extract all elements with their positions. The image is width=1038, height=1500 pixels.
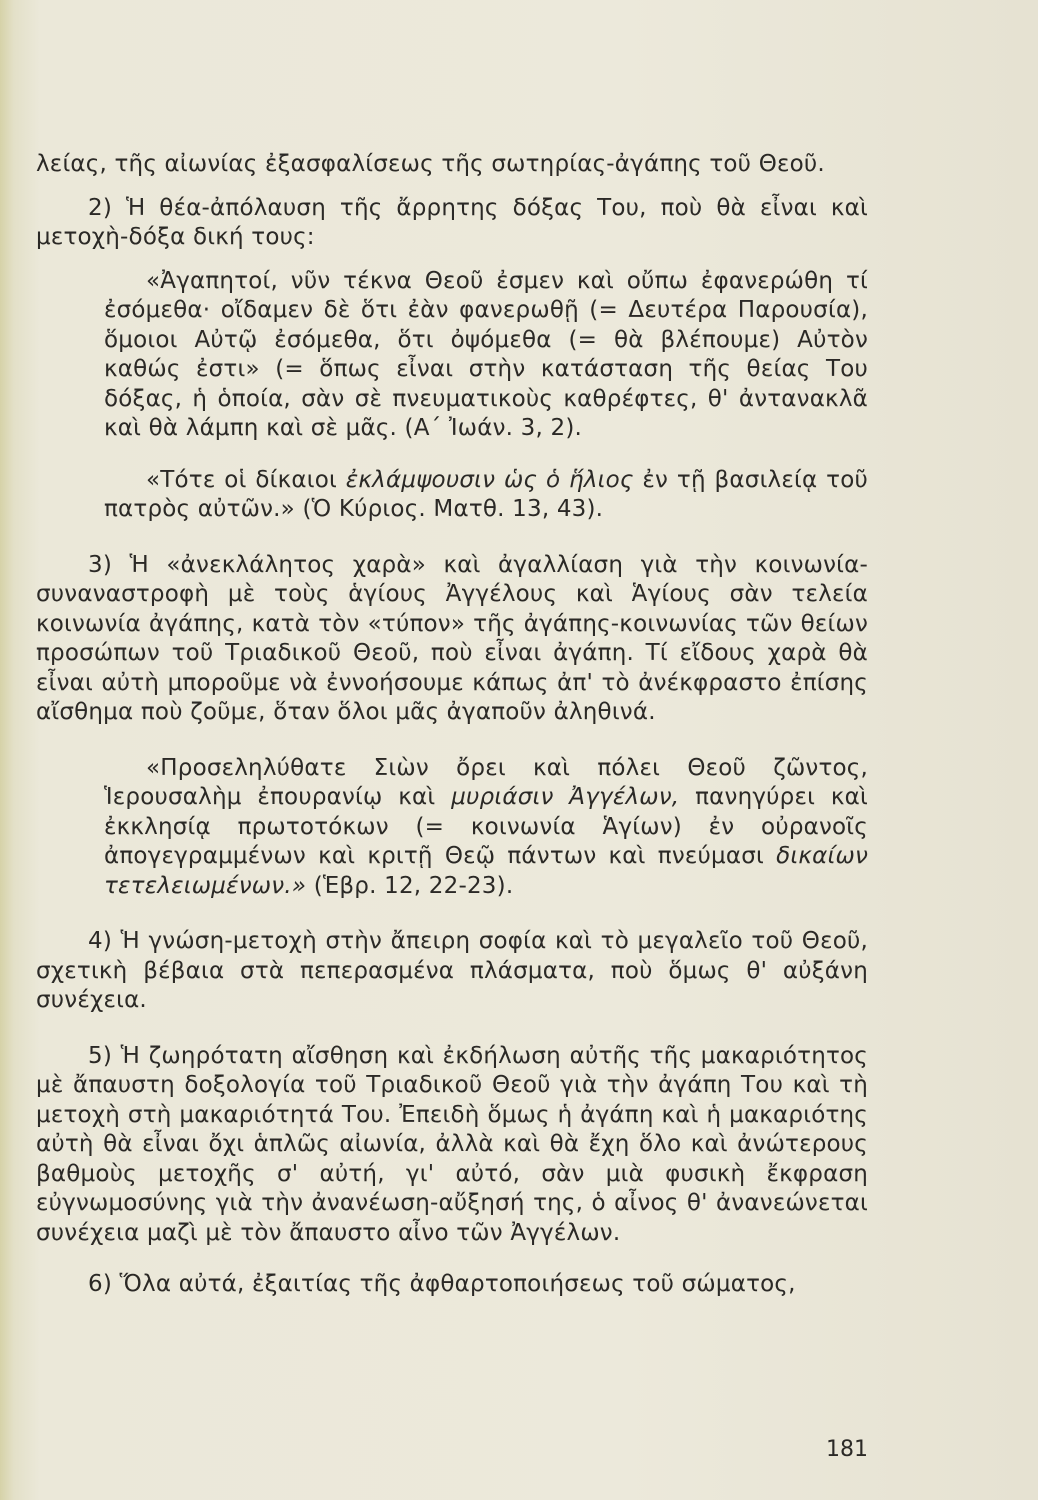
quote-2-start: «Τότε οἱ δίκαιοι	[146, 466, 346, 493]
quote-2-end: ἐν τῇ βασιλείᾳ τοῦ πατρὸς αὐτῶν.» (Ὁ Κύριος. Ματθ. 13, 43).	[104, 466, 868, 522]
paragraph-continuation: λείας, τῆς αἰωνίας ἐξασφαλίσεως τῆς σωτηρίας-ἀγάπης τοῦ Θεοῦ.	[36, 151, 825, 177]
paragraph-6: 6) Ὅλα αὐτά, ἐξαιτίας τῆς ἀφθαρτοποιήσεως τοῦ σώματος,	[88, 1271, 796, 1297]
paragraph-3: 3) Ἡ «ἀνεκλάλητος χαρὰ» καὶ ἀγαλλίαση γιὰ τὴν κοινωνία-συναναστροφὴ μὲ τοὺς ἁγίους Ἀγγέλους καὶ Ἁγίους σὰν τελεία κοινωνία ἀγάπης, κατὰ τὸν «τύπον» τῆς ἀγάπης-κοινωνίας τῶν θείων προσώπων τοῦ Τριαδικοῦ Θεοῦ, ποὺ εἶναι ἀγάπη. Τί εἴδους χαρὰ θὰ εἶναι αὐτὴ μποροῦμε νὰ ἐννοήσουμε κάπως ἀπ' τὸ ἀνέκφραστο ἐπίσης αἴσθημα ποὺ ζοῦμε, ὅταν ὅλοι μᾶς ἀγαποῦν ἀληθινά.	[36, 551, 868, 725]
paragraph-2: 2) Ἡ θέα-ἀπόλαυση τῆς ἄρρητης δόξας Του, ποὺ θὰ εἶναι καὶ μετοχὴ-δόξα δική τους:	[36, 194, 868, 250]
page-number: 181	[826, 1437, 868, 1462]
paragraph-5: 5) Ἡ ζωηρότατη αἴσθηση καὶ ἐκδήλωση αὐτῆς τῆς μακαριότητος μὲ ἄπαυστη δοξολογία τοῦ Τριαδικοῦ Θεοῦ γιὰ τὴν ἀγάπη Του καὶ τὴ μετοχὴ στὴ μακαριότητά Του. Ἐπειδὴ ὅμως ἡ ἀγάπη καὶ ἡ μακαριότης αὐτὴ θὰ εἶναι ὄχι ἁπλῶς αἰωνία, ἀλλὰ καὶ θὰ ἔχη ὅλο καὶ ἀνώτερους βαθμοὺς μετοχῆς σ' αὐτή, γι' αὐτό, σὰν μιὰ φυσικὴ ἔκφραση εὐγνωμοσύνης γιὰ τὴν ἀνανέωση-αὔξησή της, ὁ αἶνος θ' ἀνανεώνεται συνέχεια μαζὶ μὲ τὸν ἄπαυστο αἶνο τῶν Ἀγγέλων.	[36, 1042, 868, 1246]
quote-3-mid: πανηγύρει καὶ ἐκκλησίᾳ πρωτοτόκων (= κοινωνία Ἁγίων) ἐν οὐρανοῖς ἀπογεγραμμένων καὶ κριτῇ Θεῷ πάντων καὶ πνεύμασι	[104, 784, 868, 869]
quote-1: «Ἀγαπητοί, νῦν τέκνα Θεοῦ ἐσμεν καὶ οὔπω ἐφανερώθη τί ἐσόμεθα· οἴδαμεν δὲ ὅτι ἐὰν φανερωθῇ (= Δευτέρα Παρουσία), ὅμοιοι Αὐτῷ ἐσόμεθα, ὅτι ὀψόμεθα (= θὰ βλέπουμε) Αὐτὸν καθώς ἐστι» (= ὅπως εἶναι στὴν κατάσταση τῆς θείας Του δόξας, ἡ ὁποία, σὰν σὲ πνευματικοὺς καθρέφτες, θ' ἀντανακλᾶ καὶ θὰ λάμπη καὶ σὲ μᾶς. (Α΄ Ἰωάν. 3, 2).	[104, 267, 868, 441]
quote-2-italic: ἐκλάμψουσιν ὡς ὁ ἥλιος	[345, 466, 634, 493]
quote-3	[104, 754, 868, 902]
quote-3-end: (Ἑβρ. 12, 22-23).	[306, 872, 514, 899]
quote-3-italic-1: μυριάσιν Ἀγγέλων,	[451, 784, 680, 810]
quote-2	[104, 466, 868, 525]
page-text	[36, 150, 868, 1300]
quote-3-start: «Προσεληλύθατε Σιὼν ὄρει καὶ πόλει Θεοῦ ζῶντος, Ἱερουσαλὴμ ἐπουρανίῳ καὶ	[104, 754, 868, 810]
paragraph-4: 4) Ἡ γνώση-μετοχὴ στὴν ἄπειρη σοφία καὶ τὸ μεγαλεῖο τοῦ Θεοῦ, σχετικὴ βέβαια στὰ πεπερασμένα πλάσματα, ποὺ ὅμως θ' αὐξάνη συνέχεια.	[36, 928, 868, 1013]
quote-3-italic-2: δικαίων τετελειωμένων.»	[104, 843, 868, 899]
